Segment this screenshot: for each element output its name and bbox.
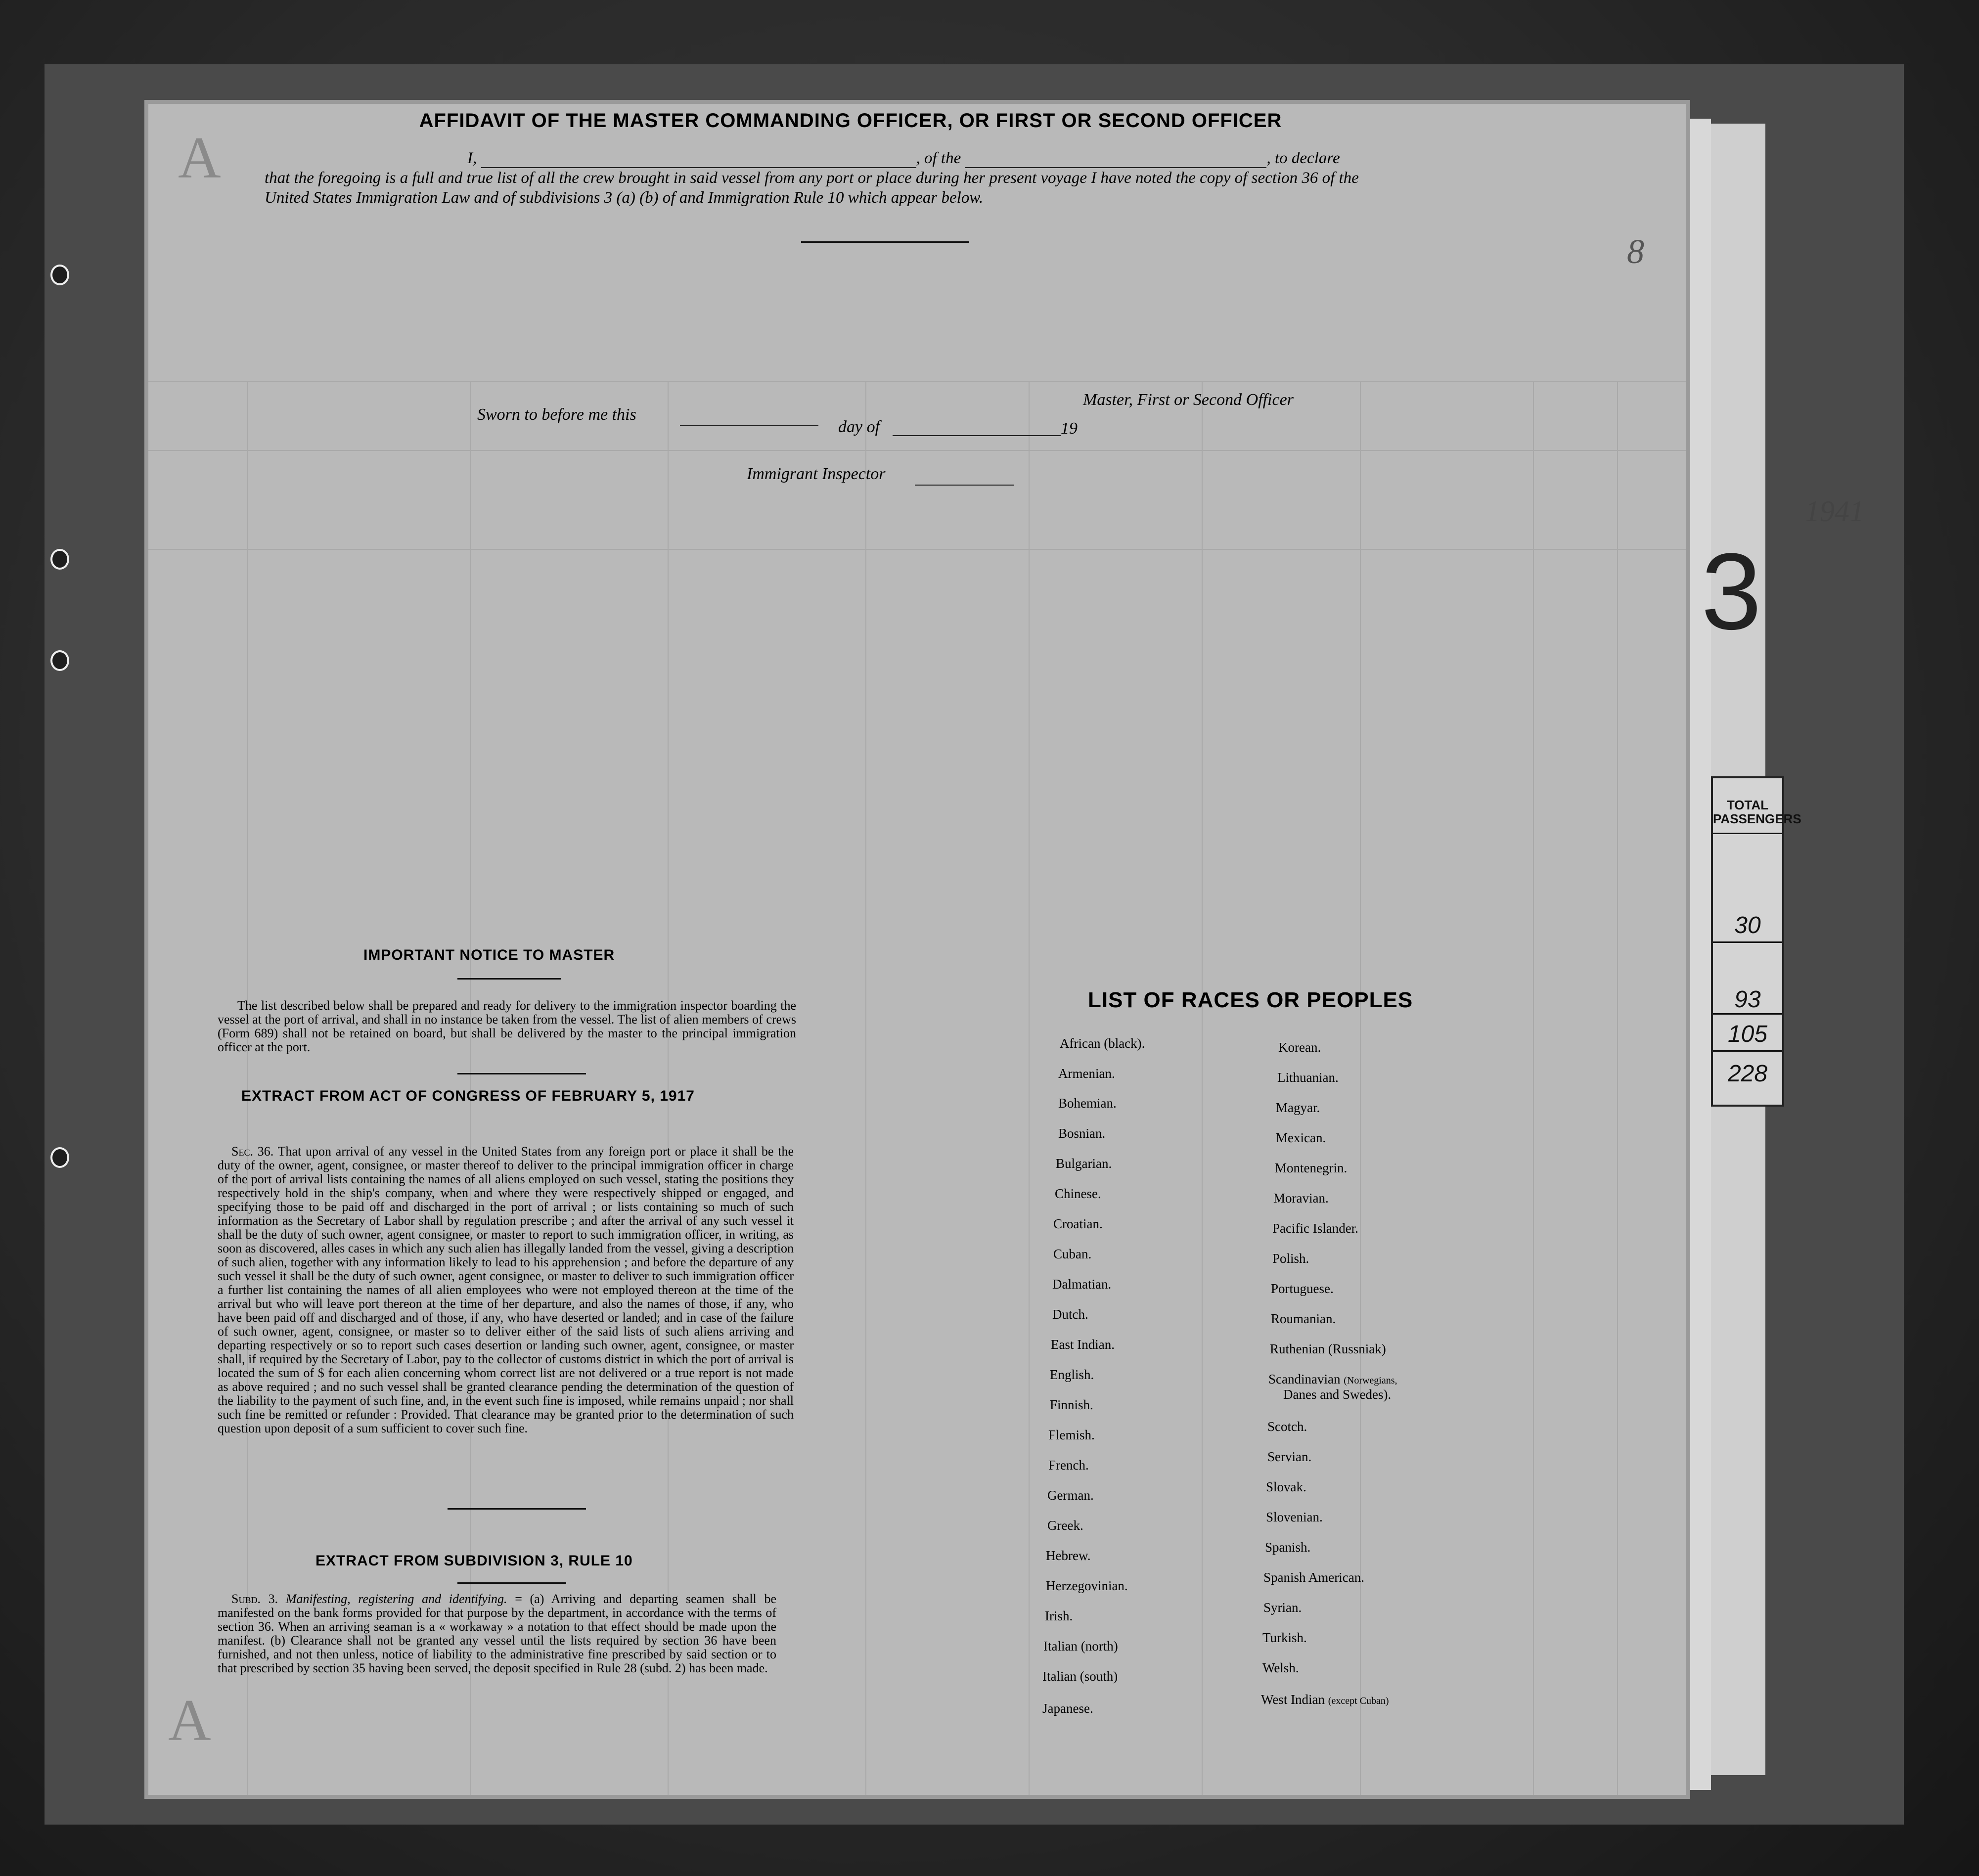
handwritten-number: 3: [1701, 531, 1762, 652]
race-item: Dalmatian.: [1052, 1277, 1112, 1292]
race-name: Scandinavian: [1268, 1372, 1341, 1386]
paper-edge: [1686, 119, 1711, 1790]
race-item: [1268, 1372, 1397, 1402]
divider: [1713, 833, 1782, 834]
race-item: French.: [1048, 1458, 1089, 1473]
inspector-blank: [915, 485, 1014, 486]
race-item: Armenian.: [1058, 1066, 1115, 1081]
section-rule: [457, 1073, 586, 1074]
total-value: 30: [1734, 912, 1761, 938]
affidavit-i: I,: [467, 149, 477, 167]
race-item: Italian (north): [1043, 1639, 1118, 1653]
total-passengers-header: TOTAL PASSENGERS: [1713, 798, 1801, 826]
total-value: 93: [1734, 986, 1761, 1013]
race-note: (except Cuban): [1328, 1696, 1389, 1706]
race-item: Finnish.: [1050, 1397, 1093, 1412]
rule-body: = (a) Arriving and departing seamen shall be manifested on the bank forms provided for that purpose by the department, in accordance with the terms of section 36. When an arriving seaman is a « workaway » a notation to that effect should be made upon the manifest. (b) Clearance shall not be granted any vessel until the lists required by section 36 have been furnished, and not then unless, notice of liability to the administrative fine prescribed by said section or to that prescribed by section 35 having been served, the deposit specified in Rule 28 (subd. 2) has been made.: [218, 1592, 777, 1675]
vessel-blank: [965, 153, 1266, 168]
race-item: Japanese.: [1042, 1701, 1093, 1716]
inspector-label: Immigrant Inspector: [747, 465, 886, 483]
race-item: East Indian.: [1051, 1337, 1115, 1352]
affidavit-text: [265, 148, 1402, 208]
race-item: Chinese.: [1055, 1186, 1101, 1201]
stamped-year: 1941: [1805, 495, 1864, 528]
race-item: Montenegrin.: [1275, 1161, 1348, 1175]
race-item: Greek.: [1047, 1518, 1083, 1533]
race-item: Mexican.: [1276, 1130, 1326, 1145]
affidavit-to-declare: , to declare: [1266, 149, 1340, 167]
races-heading: LIST OF RACES OR PEOPLES: [1088, 988, 1413, 1012]
notice-heading: IMPORTANT NOTICE TO MASTER: [363, 947, 615, 963]
race-item: Roumanian.: [1271, 1311, 1336, 1326]
race-item: Portuguese.: [1271, 1281, 1334, 1296]
divider: [1713, 941, 1782, 943]
act-body: That upon arrival of any vessel in the United States from any foreign port or place it shall be the duty of the owner, agent, consignee, or master thereof to deliver to the principal immigration officer in charge of the port of arrival lists containing the names of all aliens employed on such vessel, stating the positions they respectively hold in the ship's company, when and where they were respectively shipped or engaged, and specifying those to be paid off and discharged in the port of arrival ; or lists containing so much of such information as the Secretary of Labor shall by regulation prescribe ; and after the arrival of any such vessel it shall be the duty of such owner, agent consignee, or master to report to such immigration officer, in writing, as soon as discovered, alles cases in which any such alien has illegally landed from the vessel, giving a description of such alien, together with any information likely to lead to his apprehension ; and before the departure of any such vessel it shall be the duty of such owner, agent consignee, or master to deliver to such immigration officer a further list containing the names of all alien employees who were not employed thereon at the time of the arrival but who will leave port thereon at the time of her departure, and also the names of those, if any, who have been paid off and discharged and of those, if any, who have deserted or landed; and in case of the failure of such owner, agent, consignee, or master so to deliver either of the said lists of such aliens arriving and departing respectively or so to report such cases desertion or landing such owner, agent, consignee, or master shall, if required by the Secretary of Labor, pay to the collector of customs district in which the port of arrival is located the sum of $ for each alien concerning whom correct list are not delivered or a true report is not made as above required ; and no such vessel shall be granted clearance pending the determination of the question of the liability to the payment of such fine, and, in the event such fine is imposed, while remains unpaid ; nor shall such fine be remitted or refunder : Provided. That clearance may be granted prior to the determination of such question upon deposit of a sum sufficient to cover such fine.: [218, 1144, 794, 1435]
ghost-rule: [1029, 381, 1030, 1795]
race-item: Turkish.: [1262, 1630, 1307, 1645]
ghost-rule: [1202, 381, 1203, 1795]
act-heading: EXTRACT FROM ACT OF CONGRESS OF FEBRUARY 5, 1917: [241, 1088, 695, 1104]
race-item: Korean.: [1278, 1040, 1321, 1055]
race-item: Slovak.: [1266, 1479, 1306, 1494]
race-item: Hebrew.: [1046, 1548, 1091, 1563]
divider: [1713, 1050, 1782, 1052]
race-item: Spanish.: [1265, 1540, 1311, 1555]
race-item: Spanish American.: [1263, 1570, 1364, 1585]
race-item: English.: [1050, 1367, 1094, 1382]
section-rule: [448, 1508, 586, 1510]
notice-text: The list described below shall be prepared and ready for delivery to the immigration inspector boarding the vessel at the port of arrival, and shall in no instance be taken from the vessel. The list of alien members of crews (Form 689) shall not be retained on board, but shall be delivered by the master to the principal immigration officer at the port.: [218, 998, 796, 1054]
month-blank: [893, 435, 1061, 436]
race-item: Magyar.: [1276, 1100, 1320, 1115]
ghost-rule: [865, 381, 866, 1795]
race-item: Croatian.: [1053, 1216, 1103, 1231]
race-item: Dutch.: [1052, 1307, 1088, 1322]
race-item: Servian.: [1267, 1449, 1312, 1464]
act-text: [218, 1145, 794, 1435]
page-letter-mark: A: [168, 1687, 211, 1753]
race-item: Polish.: [1272, 1251, 1309, 1266]
race-item: Bosnian.: [1058, 1126, 1106, 1141]
race-item: Herzegovinian.: [1046, 1578, 1128, 1593]
rule-rule: [457, 1582, 566, 1584]
title-rule: [801, 241, 969, 243]
affidavit-body: that the foregoing is a full and true list of all the crew brought in said vessel from any port or place during her present voyage I have noted the copy of section 36 of the United States Immigration Law and of subdivisions 3 (a) (b) of and Immigration Rule 10 which appear below.: [265, 169, 1359, 207]
sworn-label: Sworn to before me this: [477, 405, 636, 424]
race-item: Moravian.: [1273, 1191, 1329, 1206]
race-item: Scotch.: [1267, 1419, 1307, 1434]
race-item: Welsh.: [1262, 1660, 1299, 1675]
subd-label: Subd. 3.: [231, 1592, 278, 1606]
race-name: West Indian: [1261, 1692, 1325, 1707]
affidavit-title: AFFIDAVIT OF THE MASTER COMMANDING OFFICER, OR FIRST OR SECOND OFFICER: [419, 110, 1282, 132]
binder-hole: [50, 549, 69, 570]
race-item: Syrian.: [1263, 1600, 1302, 1615]
total-value: 228: [1727, 1061, 1768, 1087]
race-item: Pacific Islander.: [1272, 1221, 1358, 1236]
act-section-label: Sec. 36.: [231, 1144, 274, 1159]
ghost-rule: [148, 549, 1686, 550]
race-item: Flemish.: [1048, 1428, 1095, 1442]
race-item: African (black).: [1060, 1036, 1145, 1051]
day-of-label: day of: [838, 418, 880, 436]
handwritten-mark: 8: [1627, 233, 1644, 271]
year-label: 19: [1061, 419, 1078, 438]
race-item: Cuban.: [1053, 1247, 1092, 1261]
race-item: Italian (south): [1042, 1669, 1118, 1684]
ghost-rule: [148, 381, 1686, 382]
master-signature-label: Master, First or Second Officer: [1083, 391, 1294, 409]
binder-hole: [50, 1147, 69, 1168]
subd-title: Manifesting, registering and identifying.: [285, 1592, 507, 1606]
race-item: Lithuanian.: [1277, 1070, 1339, 1085]
race-item: [1261, 1692, 1389, 1707]
rule-heading: EXTRACT FROM SUBDIVISION 3, RULE 10: [315, 1553, 633, 1569]
race-item: Bulgarian.: [1056, 1156, 1112, 1171]
total-value: 105: [1727, 1021, 1768, 1047]
total-passengers-box: [1711, 776, 1801, 1107]
ghost-rule: [1617, 381, 1618, 1795]
affidavit-first-line: [265, 148, 1402, 168]
sworn-blank: [680, 425, 818, 426]
affidavit-of-the: , of the: [916, 149, 961, 167]
race-item: Irish.: [1045, 1608, 1073, 1623]
divider: [1713, 1013, 1782, 1015]
race-item: Bohemian.: [1058, 1096, 1117, 1111]
rule-text: [218, 1592, 776, 1675]
binder-hole: [50, 265, 69, 285]
name-blank: [481, 153, 916, 168]
race-note: Danes and Swedes).: [1283, 1387, 1392, 1402]
race-note: (Norwegians,: [1344, 1375, 1397, 1386]
race-item: German.: [1047, 1488, 1094, 1503]
notice-rule: [457, 978, 561, 980]
race-item: Ruthenian (Russniak): [1270, 1341, 1386, 1356]
ghost-rule: [148, 450, 1686, 451]
race-item: Slovenian.: [1266, 1510, 1323, 1524]
page-letter-mark: A: [178, 125, 221, 190]
binder-hole: [50, 650, 69, 671]
ghost-rule: [1533, 381, 1534, 1795]
